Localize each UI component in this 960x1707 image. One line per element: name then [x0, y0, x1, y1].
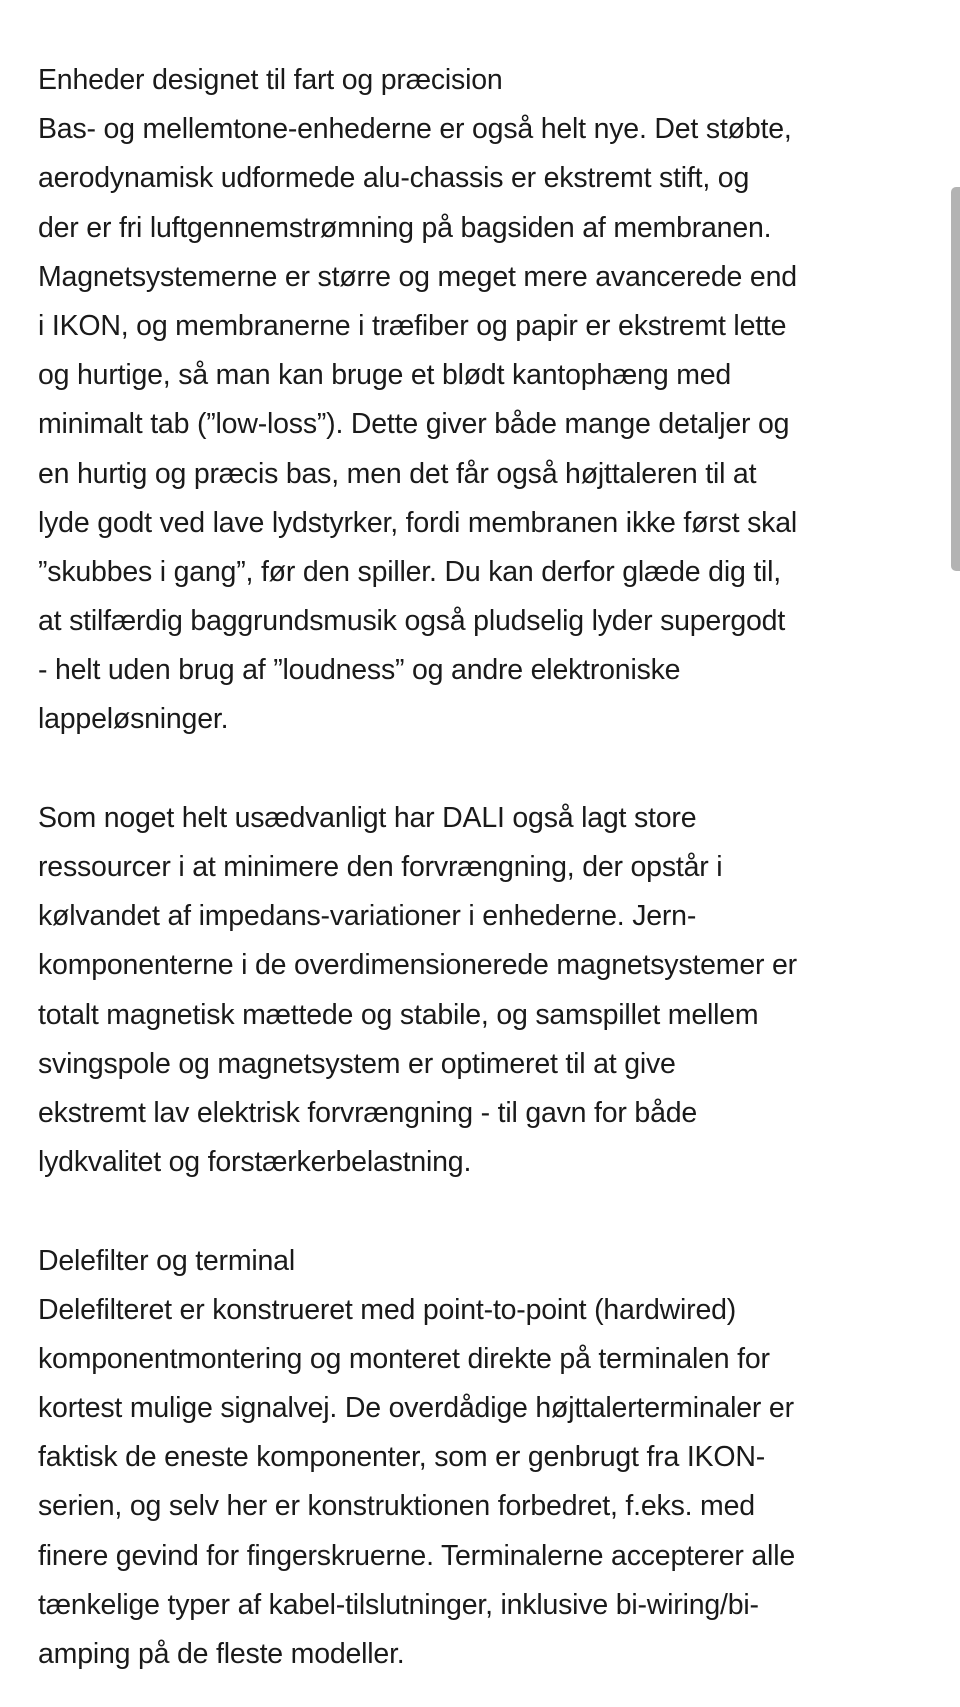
paragraph-line: totalt magnetisk mættede og stabile, og samspillet mellem [38, 998, 759, 1031]
paragraph-line: i IKON, og membranerne i træfiber og papir er ekstremt lette [38, 309, 787, 342]
section-heading: Enheder designet til fart og præcision [38, 64, 503, 96]
paragraph-line: finere gevind for fingerskruerne. Terminalerne accepterer alle [38, 1539, 795, 1572]
paragraph-line: Delefilteret er konstrueret med point-to-point (hardwired) [38, 1293, 737, 1326]
paragraph-line: lappeløsninger. [38, 703, 229, 736]
paragraph-line: minimalt tab (”low-loss”). Dette giver både mange detaljer og [38, 408, 790, 441]
paragraph-line: Bas- og mellemtone-enhederne er også helt nye. Det støbte, [38, 113, 792, 146]
paragraph-line: lyde godt ved lave lydstyrker, fordi membranen ikke først skal [38, 506, 797, 539]
section-heading: Delefilter og terminal [38, 1244, 295, 1277]
paragraph-line: at stilfærdig baggrundsmusik også pludselig lyder supergodt [38, 605, 786, 638]
paragraph-line: lydkvalitet og forstærkerbelastning. [38, 1146, 472, 1179]
scrollbar-thumb[interactable] [951, 187, 960, 571]
paragraph-line: ressourcer i at minimere den forvrængning, der opstår i [38, 851, 723, 883]
paragraph-line: Som noget helt usædvanligt har DALI også lagt store [38, 801, 697, 834]
paragraph-line: en hurtig og præcis bas, men det får også højttaleren til at [38, 457, 757, 490]
paragraph-line: kortest mulige signalvej. De overdådige højttalerterminaler er [38, 1392, 794, 1425]
paragraph-line: der er fri luftgennemstrømning på bagsiden af membranen. [38, 211, 772, 244]
paragraph-line: og hurtige, så man kan bruge et blødt kantophæng med [38, 359, 732, 392]
paragraph-line: kølvandet af impedans-variationer i enhederne. Jern- [38, 900, 697, 933]
paragraph-line: ekstremt lav elektrisk forvrængning - til gavn for både [38, 1096, 698, 1129]
paragraph-line: serien, og selv her er konstruktionen forbedret, f.eks. med [38, 1490, 755, 1523]
article-body [38, 56, 928, 1679]
paragraph-line: tænkelige typer af kabel-tilslutninger, inklusive bi-wiring/bi- [38, 1588, 759, 1621]
section-distortion [38, 794, 928, 1188]
paragraph-line: - helt uden brug af ”loudness” og andre elektroniske [38, 654, 681, 687]
section-crossover [38, 1237, 928, 1680]
paragraph-line: faktisk de eneste komponenter, som er genbrugt fra IKON- [38, 1441, 766, 1474]
paragraph-spacer [38, 1187, 928, 1236]
paragraph-line: svingspole og magnetsystem er optimeret til at give [38, 1047, 676, 1080]
section-drivers [38, 56, 928, 745]
paragraph-line: komponentmontering og monteret direkte på terminalen for [38, 1342, 770, 1375]
paragraph-spacer [38, 745, 928, 794]
paragraph-line: amping på de fleste modeller. [38, 1638, 405, 1670]
paragraph-line: Magnetsystemerne er større og meget mere avancerede end [38, 260, 797, 293]
paragraph-line: aerodynamisk udformede alu-chassis er ekstremt stift, og [38, 162, 750, 195]
paragraph-line: ”skubbes i gang”, før den spiller. Du kan derfor glæde dig til, [38, 555, 782, 588]
paragraph-line: komponenterne i de overdimensionerede magnetsystemer er [38, 949, 797, 982]
